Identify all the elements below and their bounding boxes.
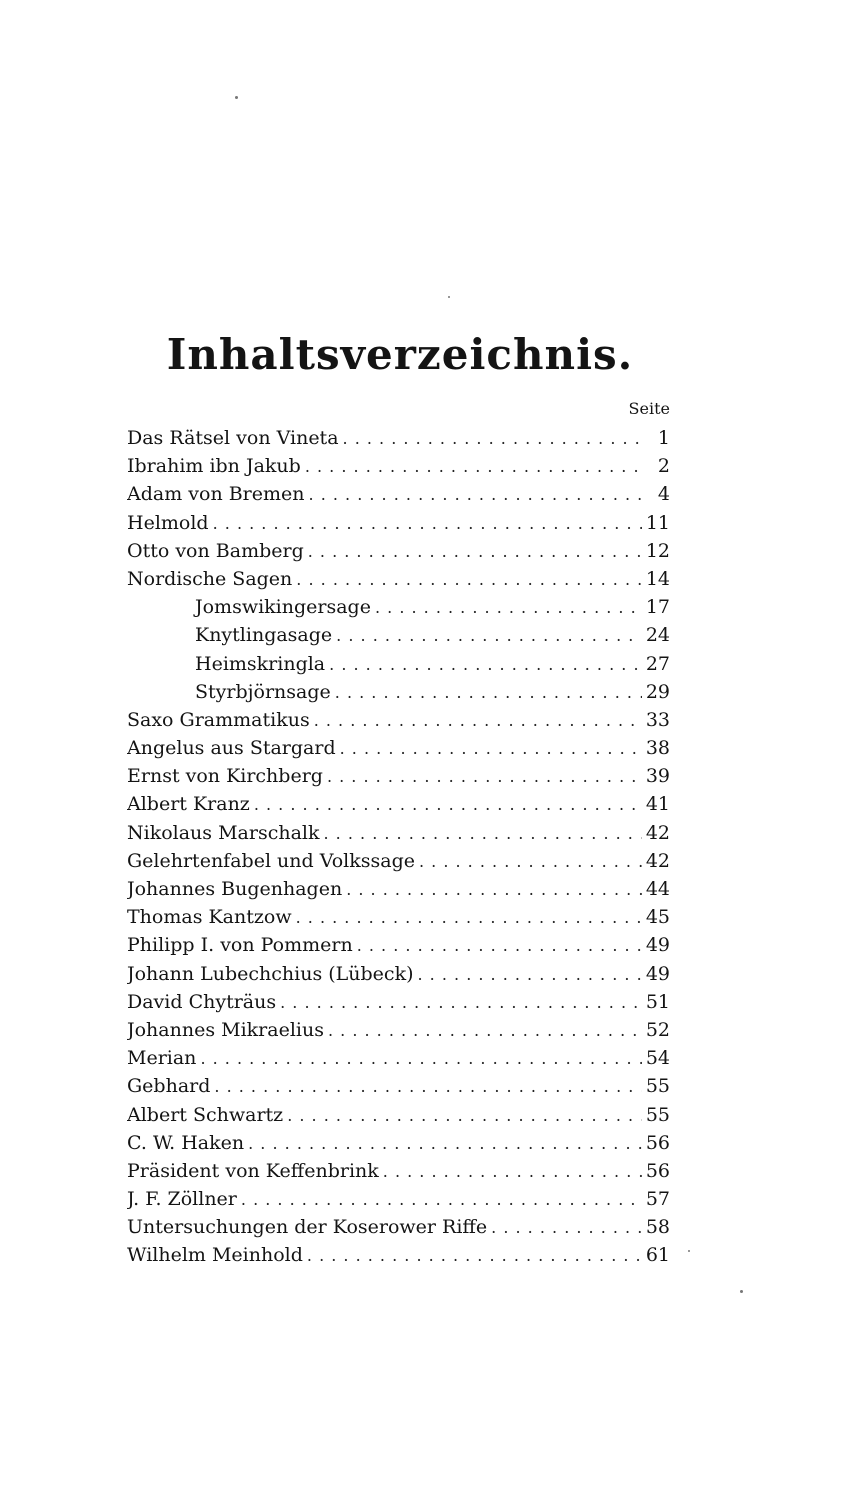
dot-leader [213,510,642,537]
toc-entry-page-number: 11 [645,511,670,534]
dot-leader [254,791,642,818]
toc-entry-page-number: 49 [645,962,670,985]
table-of-contents [127,424,670,1270]
toc-entry-title: Johannes Mikraelius [127,1018,324,1041]
toc-entry-title: Albert Kranz [127,793,250,816]
toc-entry-title: J. F. Zöllner [127,1188,237,1211]
dot-leader [214,1073,641,1100]
dot-leader [314,707,642,734]
toc-entry-page-number: 44 [645,878,670,900]
toc-entry [127,1129,670,1157]
toc-entry-title: Präsident von Keffenbrink [127,1159,379,1182]
toc-entry-page-number: 45 [645,906,670,929]
toc-entry [127,790,670,818]
toc-entry [127,1044,670,1072]
toc-entry-title: Angelus aus Stargard [127,737,336,760]
dot-leader [340,735,642,762]
toc-entry-page-number: 54 [645,1047,670,1070]
toc-entry [127,678,670,706]
paper-speck [235,96,238,99]
toc-entry [127,931,670,959]
toc-entry-title: Ernst von Kirchberg [127,765,323,788]
toc-entry-page-number: 2 [657,455,670,478]
toc-entry-page-number: 38 [645,737,670,760]
dot-leader [287,1102,642,1129]
toc-entry [127,509,670,537]
toc-entry-page-number: 29 [645,680,670,703]
toc-entry-page-number: 27 [645,652,670,675]
toc-entry-title: Albert Schwartz [127,1103,284,1126]
dot-leader [280,989,642,1016]
toc-entry-page-number: 12 [645,539,670,562]
toc-entry-title: Helmold [127,511,209,534]
toc-entry-page-number: 61 [645,1244,670,1267]
toc-entry [127,960,670,988]
toc-entry-title: Otto von Bamberg [127,539,304,562]
paper-speck [448,296,450,298]
dot-leader [346,876,642,903]
dot-leader [308,538,642,565]
paper-speck [740,1290,743,1293]
toc-entry-page-number: 56 [645,1159,670,1182]
toc-entry-page-number: 39 [645,765,670,788]
toc-entry-title: Nordische Sagen [127,567,293,590]
dot-leader [324,820,642,847]
toc-entry [127,565,670,593]
toc-entry-page-number: 24 [645,624,670,647]
dot-leader [305,453,642,480]
toc-entry-title: Jomswikingersage [195,596,371,619]
toc-entry-title: Philipp I. von Pommern [127,934,353,957]
dot-leader [248,1130,642,1157]
toc-entry [127,706,670,734]
toc-entry [127,1072,670,1100]
toc-entry [127,762,670,790]
toc-entry [127,452,670,480]
dot-leader [307,1242,642,1269]
toc-entry-title: C. W. Haken [127,1131,245,1154]
toc-entry [127,903,670,931]
toc-entry [127,593,670,621]
toc-entry [127,621,670,649]
dot-leader [419,848,642,875]
dot-leader [335,679,642,706]
paper-speck [688,1250,690,1252]
toc-entry [127,1241,670,1269]
dot-leader [491,1214,642,1241]
toc-entry [127,819,670,847]
toc-entry [127,424,670,452]
toc-entry-page-number: 49 [645,934,670,957]
dot-leader [296,566,642,593]
dot-leader [336,622,642,649]
toc-entry-title: Gebhard [127,1075,211,1098]
toc-entry-title: Nikolaus Marschalk [127,821,320,844]
toc-entry-title: Merian [127,1047,197,1070]
dot-leader [309,481,642,508]
toc-entry-page-number: 57 [645,1188,670,1211]
toc-entry-title: Wilhelm Meinhold [127,1244,303,1267]
dot-leader [343,425,642,452]
dot-leader [357,932,642,959]
dot-leader [241,1186,642,1213]
toc-entry [127,650,670,678]
dot-leader [383,1158,642,1185]
dot-leader [327,763,642,790]
dot-leader [375,594,642,621]
toc-entry [127,847,670,875]
toc-entry-page-number: 56 [645,1131,670,1154]
toc-entry-title: David Chyträus [127,990,277,1013]
toc-entry [127,1213,670,1241]
toc-entry-page-number: 33 [645,708,670,731]
toc-entry-page-number: 41 [645,793,670,816]
toc-entry [127,988,670,1016]
page-title: Inhaltsverzeichnis. [166,330,634,379]
toc-entry-page-number: 4 [657,483,670,506]
toc-entry [127,734,670,762]
dot-leader [296,904,642,931]
toc-entry [127,1185,670,1213]
toc-entry [127,480,670,508]
page-column-header: Seite [628,399,670,418]
dot-leader [328,1017,642,1044]
toc-entry [127,1101,670,1129]
dot-leader [329,651,642,678]
toc-entry [127,537,670,565]
toc-entry-page-number: 17 [645,596,670,619]
toc-entry-page-number: 51 [645,990,670,1013]
toc-entry [127,1157,670,1185]
toc-entry-title: Gelehrtenfabel und Volkssage [127,849,415,872]
toc-entry-title: Johann Lubechchius (Lübeck) [127,962,414,985]
toc-entry-title: Untersuchungen der Koserower Riffe [127,1216,488,1239]
toc-entry-title: Johannes Bugenhagen [127,878,343,900]
toc-entry [127,1016,670,1044]
toc-entry-title: Heimskringla [195,652,326,675]
toc-entry-title: Styrbjörnsage [195,680,331,703]
toc-entry-title: Adam von Bremen [127,483,305,506]
toc-entry-title: Knytlingasage [195,624,333,647]
toc-entry-title: Ibrahim ibn Jakub [127,455,301,478]
toc-entry-page-number: 58 [645,1216,670,1239]
toc-entry-page-number: 14 [645,567,670,590]
dot-leader [200,1045,641,1072]
toc-entry-page-number: 42 [645,849,670,872]
toc-entry-page-number: 1 [657,427,670,449]
toc-entry-page-number: 55 [645,1103,670,1126]
toc-entry-title: Saxo Grammatikus [127,708,310,731]
toc-entry [127,875,670,903]
toc-entry-page-number: 52 [645,1018,670,1041]
toc-entry-page-number: 42 [645,821,670,844]
toc-entry-title: Das Rätsel von Vineta [127,427,339,449]
toc-entry-title: Thomas Kantzow [127,906,292,929]
dot-leader [418,961,642,988]
toc-entry-page-number: 55 [645,1075,670,1098]
